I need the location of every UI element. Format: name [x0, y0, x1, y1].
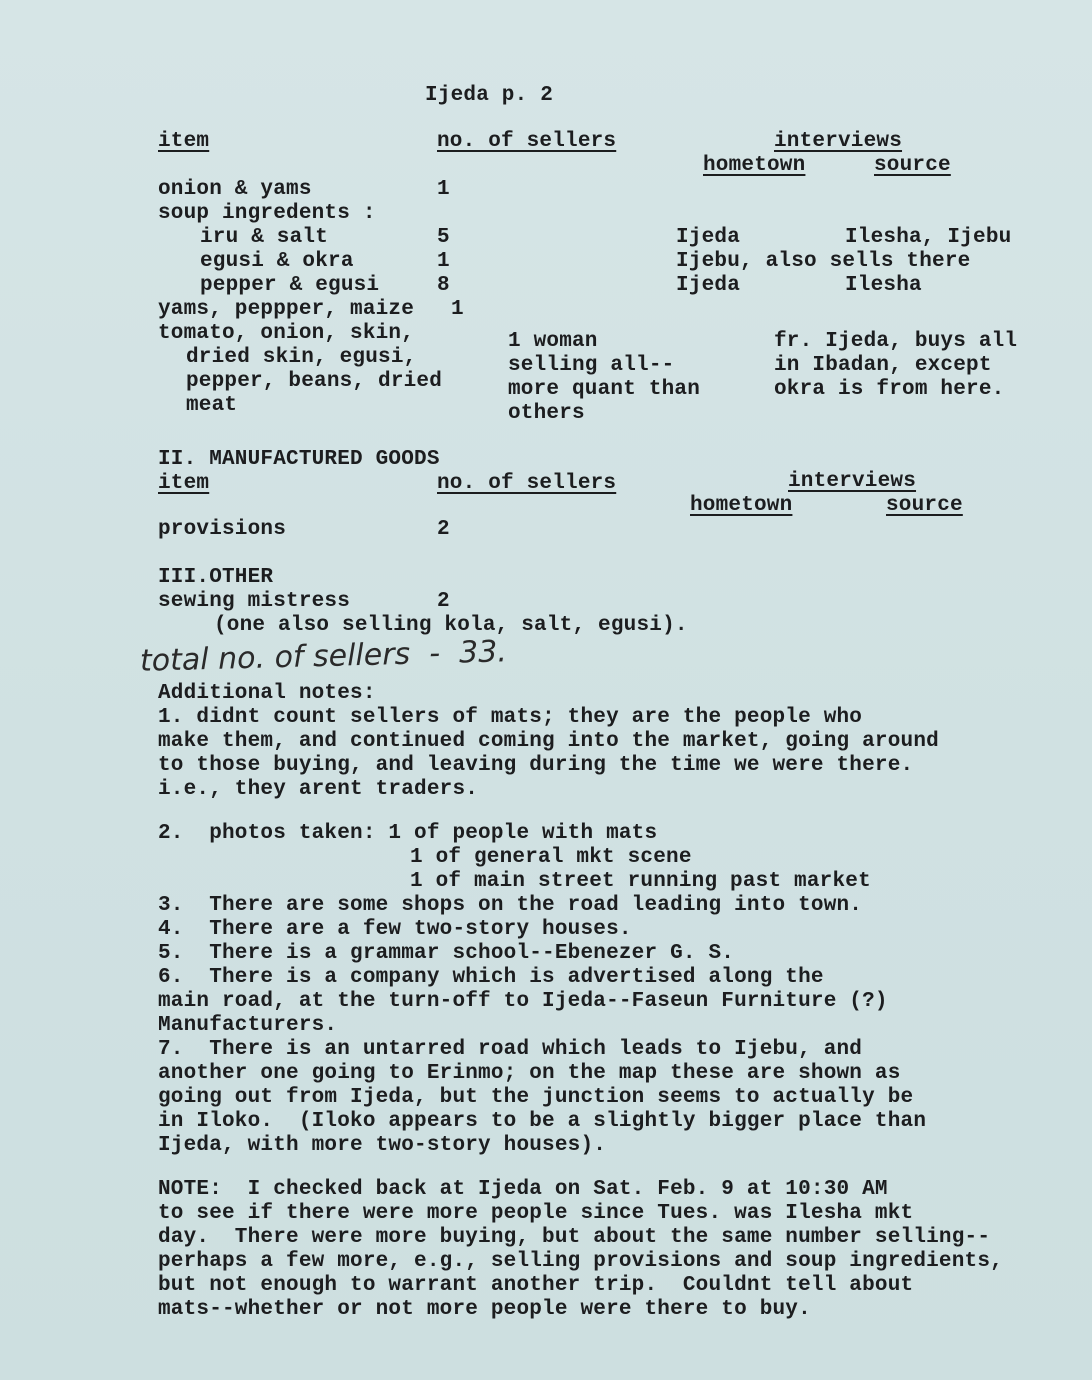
header-source: source [874, 154, 951, 177]
note-line: 5. There is a grammar school--Ebenezer G. S. [158, 942, 735, 965]
row-source: in Ibadan, except [774, 354, 992, 377]
note-line: Ijeda, with more two-story houses). [158, 1134, 607, 1157]
row-item: meat [186, 394, 238, 417]
row-item: yams, peppper, maize [158, 298, 415, 321]
header-interviews: interviews [788, 470, 917, 493]
row-count: 5 [437, 226, 450, 249]
final-note-line: perhaps a few more, e.g., selling provisions and soup ingredients, [158, 1250, 1003, 1273]
note-line: main road, at the turn-off to Ijeda--Faseun Furniture (?) [158, 990, 888, 1013]
row-note: more quant than [508, 378, 701, 401]
header-interviews: interviews [774, 130, 903, 153]
note-line: 4. There are a few two-story houses. [158, 918, 632, 941]
row-note: others [508, 402, 585, 425]
row-item: iru & salt [200, 226, 329, 249]
row-count: 1 [437, 178, 450, 201]
row-note: (one also selling kola, salt, egusi). [214, 614, 688, 637]
row-hometown: Ijeda [676, 274, 741, 297]
note-line: Manufacturers. [158, 1014, 338, 1037]
header-item: item [158, 472, 210, 495]
header-no-of-sellers: no. of sellers [437, 472, 617, 495]
row-count: 2 [437, 590, 450, 613]
row-item: provisions [158, 518, 287, 541]
note-line: 7. There is an untarred road which leads to Ijebu, and [158, 1038, 863, 1061]
row-note: selling all-- [508, 354, 675, 377]
header-source: source [886, 494, 963, 517]
note-line: i.e., they arent traders. [158, 778, 479, 801]
row-item: pepper & egusi [200, 274, 380, 297]
note-line: in Iloko. (Iloko appears to be a slightly bigger place than [158, 1110, 927, 1133]
note-line: 6. There is a company which is advertised along the [158, 966, 824, 989]
row-item: dried skin, egusi, [186, 346, 417, 369]
notes-title: Additional notes: [158, 682, 376, 705]
handwritten-total: total no. of sellers - 33. [139, 634, 508, 679]
final-note-line: to see if there were more people since Tues. was Ilesha mkt [158, 1202, 914, 1225]
section-title: II. MANUFACTURED GOODS [158, 448, 440, 471]
row-hometown: Ijeda [676, 226, 741, 249]
note-line: 1. didnt count sellers of mats; they are the people who [158, 706, 863, 729]
row-count: 2 [437, 518, 450, 541]
row-note: 1 woman [508, 330, 598, 353]
row-item: onion & yams [158, 178, 312, 201]
note-line: 2. photos taken: 1 of people with mats [158, 822, 658, 845]
header-no-of-sellers: no. of sellers [437, 130, 617, 153]
note-line: to those buying, and leaving during the time we were there. [158, 754, 914, 777]
note-line: 1 of general mkt scene [410, 846, 692, 869]
note-line: another one going to Erinmo; on the map these are shown as [158, 1062, 901, 1085]
page-title: Ijeda p. 2 [425, 84, 554, 107]
note-line: make them, and continued coming into the market, going around [158, 730, 939, 753]
row-count: 1 [437, 250, 450, 273]
final-note-line: NOTE: I checked back at Ijeda on Sat. Feb. 9 at 10:30 AM [158, 1178, 888, 1201]
final-note-line: day. There were more buying, but about the same number selling-- [158, 1226, 991, 1249]
row-source: fr. Ijeda, buys all [774, 330, 1018, 353]
row-hometown: Ijebu, also sells there [676, 250, 971, 273]
row-item: sewing mistress [158, 590, 351, 613]
header-hometown: hometown [703, 154, 806, 177]
header-hometown: hometown [690, 494, 793, 517]
row-source: Ilesha, Ijebu [845, 226, 1012, 249]
row-item: soup ingredents : [158, 202, 376, 225]
header-item: item [158, 130, 210, 153]
row-item: egusi & okra [200, 250, 354, 273]
row-source: okra is from here. [774, 378, 1005, 401]
note-line: 3. There are some shops on the road leading into town. [158, 894, 863, 917]
final-note-line: but not enough to warrant another trip. Couldnt tell about [158, 1274, 914, 1297]
row-item: pepper, beans, dried [186, 370, 443, 393]
row-count: 8 [437, 274, 450, 297]
row-item: tomato, onion, skin, [158, 322, 415, 345]
section-title: III.OTHER [158, 566, 274, 589]
row-count: 1 [451, 298, 464, 321]
row-source: Ilesha [845, 274, 922, 297]
final-note-line: mats--whether or not more people were there to buy. [158, 1298, 811, 1321]
note-line: 1 of main street running past market [410, 870, 871, 893]
note-line: going out from Ijeda, but the junction seems to actually be [158, 1086, 914, 1109]
